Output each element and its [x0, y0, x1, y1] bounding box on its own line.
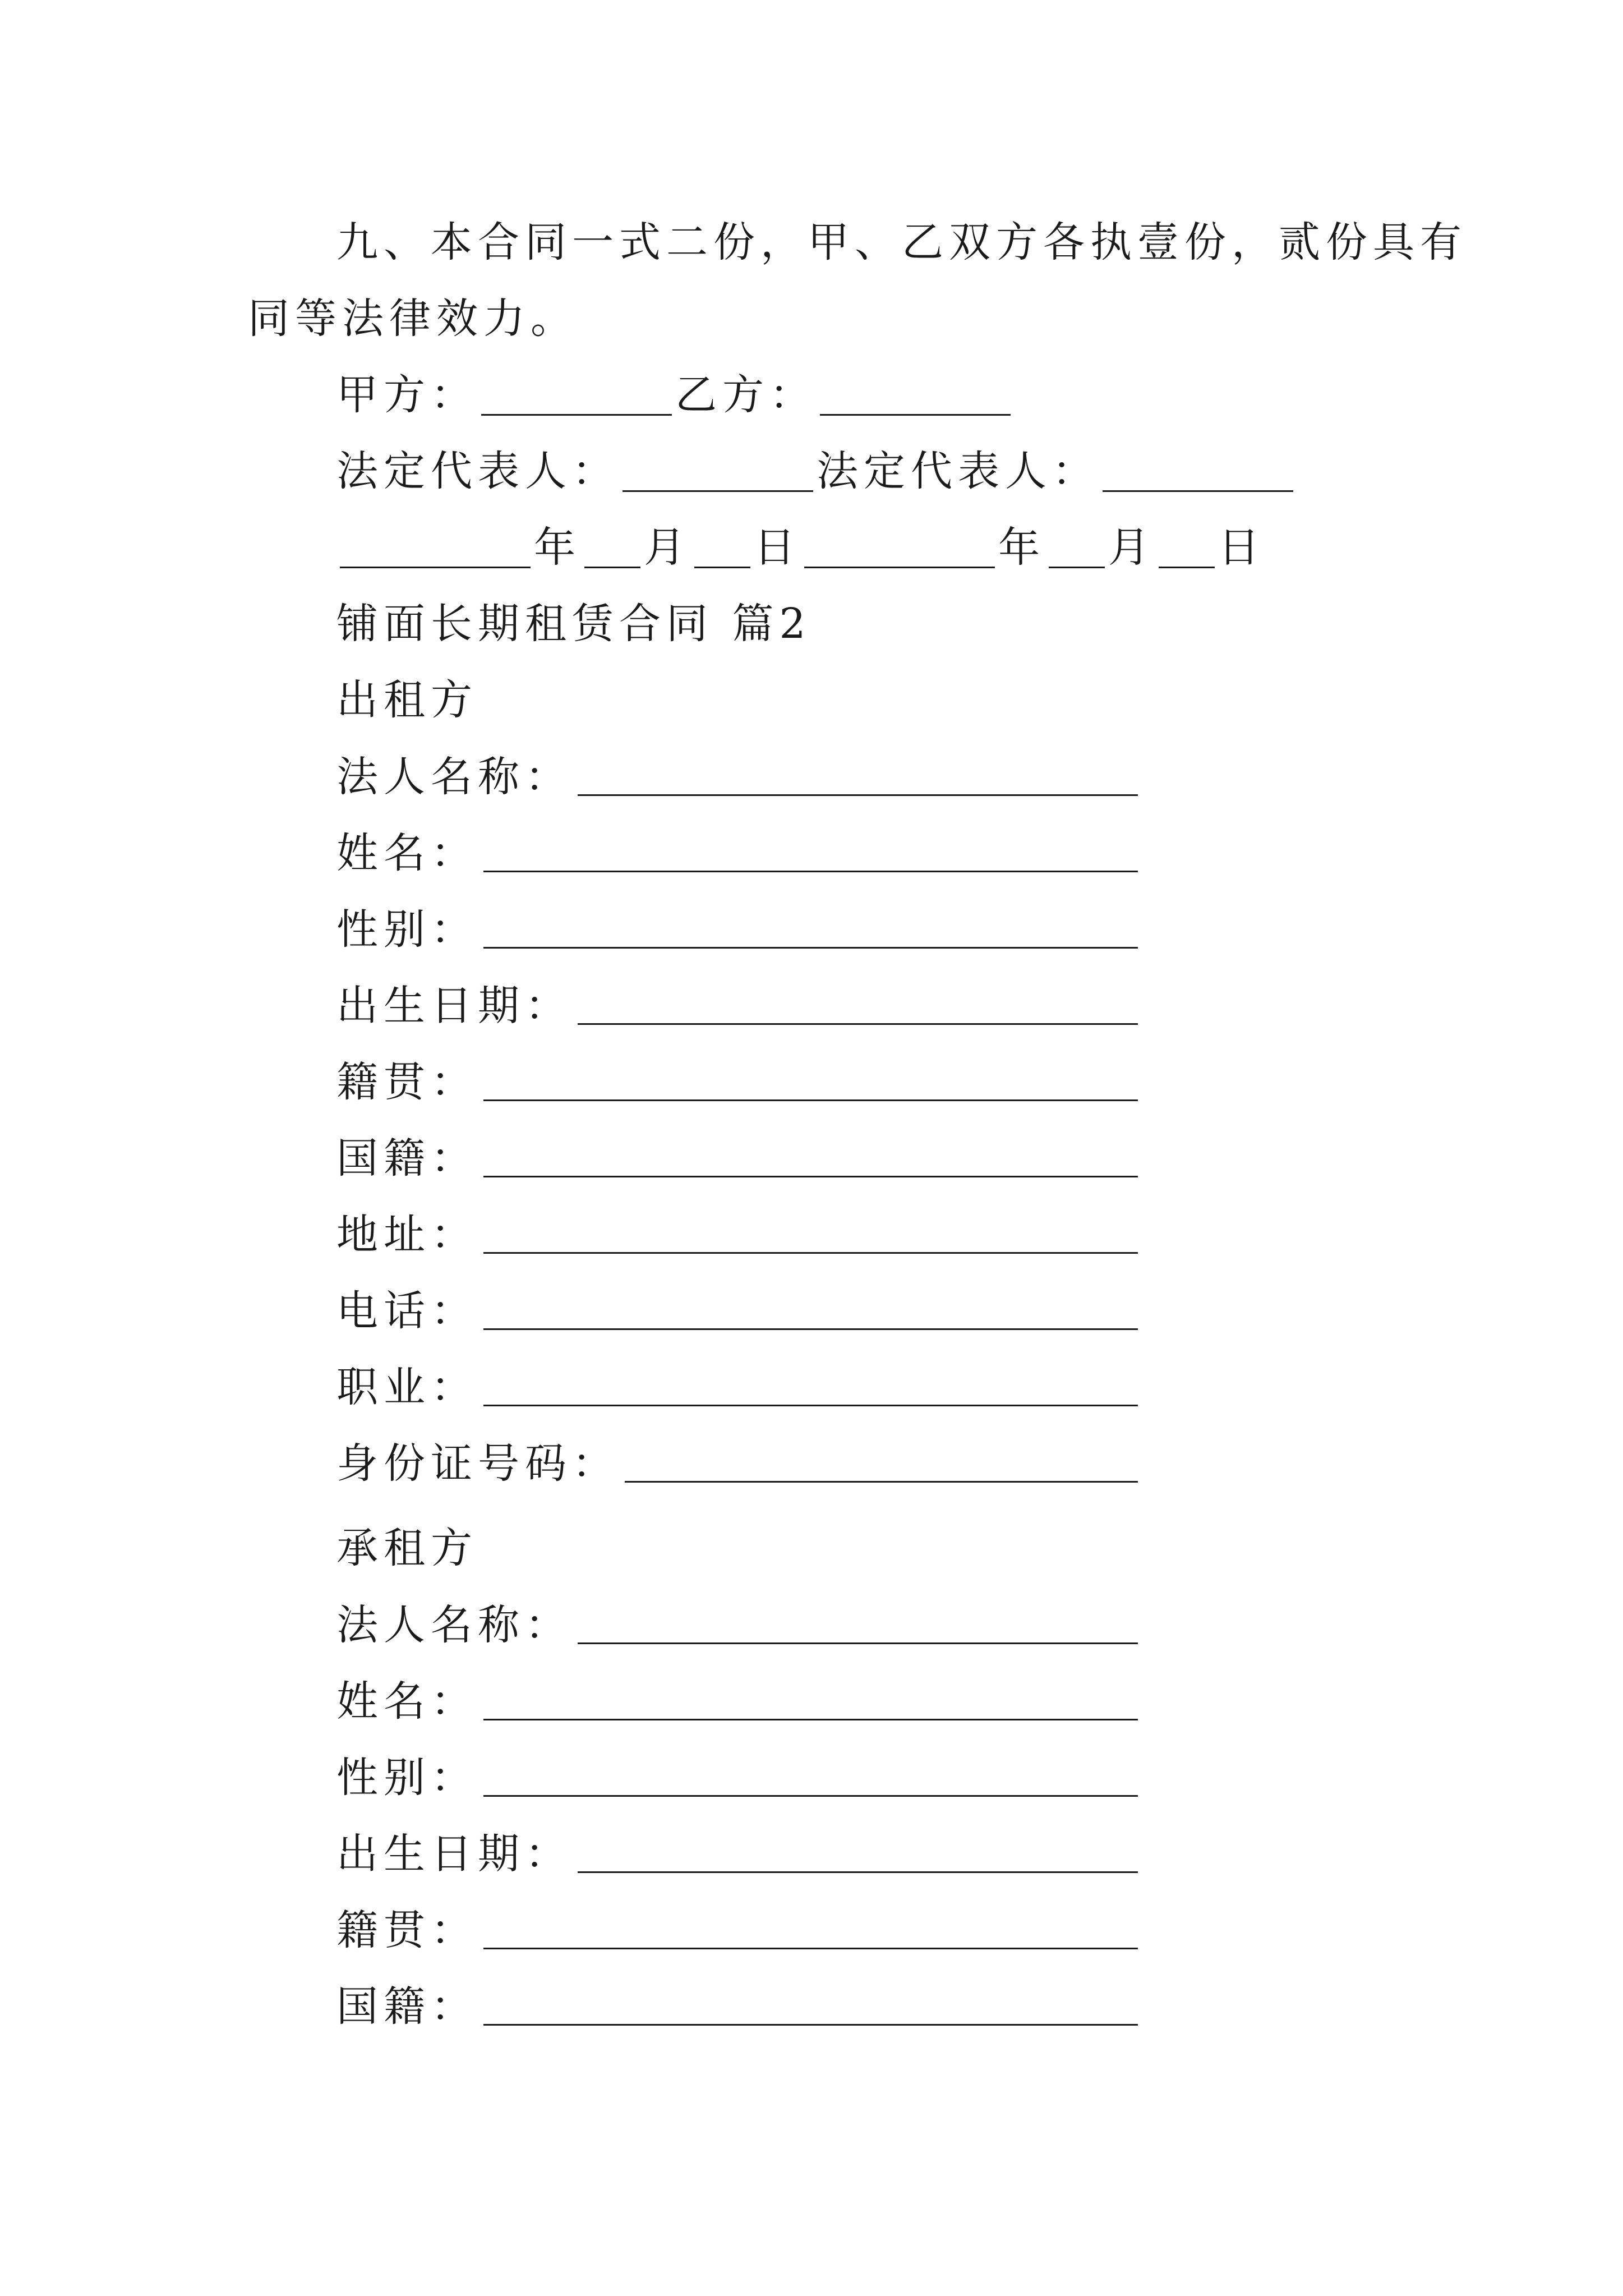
clause-nine-line1: 九、本合同一式二份，甲、乙双方各执壹份，贰份具有 — [336, 218, 1467, 266]
party-a-label: 甲方： — [336, 371, 478, 419]
rep-b-label: 法定代表人： — [817, 447, 1099, 495]
month-b-label: 月 — [1108, 523, 1155, 572]
lessor-field-blank[interactable] — [483, 1099, 1138, 1101]
lessee-heading: 承租方 — [336, 1524, 478, 1572]
lessor-field-label: 职业： — [336, 1363, 478, 1411]
rep-a-blank — [623, 453, 813, 492]
day-b-blank — [1159, 530, 1215, 568]
party-signature-row — [336, 371, 1014, 419]
year-b-label: 年 — [998, 523, 1045, 572]
lessee-field-label: 籍贯： — [336, 1906, 478, 1954]
month-a-blank — [584, 530, 640, 568]
lessee-field-blank[interactable] — [483, 1719, 1138, 1720]
lessor-field-label: 姓名： — [336, 829, 478, 877]
year-a-blank — [340, 530, 531, 568]
lessee-field-label: 国籍： — [336, 1982, 478, 2031]
rep-a-label: 法定代表人： — [336, 447, 619, 495]
date-row — [336, 523, 1265, 572]
lessor-heading: 出租方 — [336, 676, 478, 724]
lessee-field-label: 出生日期： — [336, 1830, 572, 1878]
lessee-field-label: 性别： — [336, 1754, 478, 1802]
lessor-field-label: 法人名称： — [336, 753, 572, 801]
rep-b-blank — [1103, 453, 1293, 492]
lessee-field-blank[interactable] — [483, 2024, 1138, 2026]
lessee-field-blank[interactable] — [578, 1642, 1138, 1644]
lessor-field-label: 电话： — [336, 1287, 478, 1335]
lessor-field-blank[interactable] — [625, 1481, 1138, 1483]
lessee-field-blank[interactable] — [578, 1871, 1138, 1873]
year-a-label: 年 — [534, 523, 581, 572]
lessor-field-label: 国籍： — [336, 1134, 478, 1182]
lessee-field-label: 法人名称： — [336, 1601, 572, 1649]
month-a-label: 月 — [644, 523, 691, 572]
party-b-blank — [820, 377, 1011, 416]
day-b-label: 日 — [1218, 523, 1265, 572]
lessee-field-label: 姓名： — [336, 1677, 478, 1726]
lessor-field-blank[interactable] — [578, 794, 1138, 796]
representative-row — [336, 447, 1297, 495]
lessor-field-blank[interactable] — [483, 1405, 1138, 1406]
day-a-blank — [694, 530, 750, 568]
day-a-label: 日 — [754, 523, 801, 572]
lessee-field-blank[interactable] — [483, 1795, 1138, 1797]
party-a-blank — [481, 377, 672, 416]
lessor-field-label: 出生日期： — [336, 982, 572, 1030]
lessor-field-blank[interactable] — [578, 1023, 1138, 1025]
lessor-field-blank[interactable] — [483, 1328, 1138, 1330]
clause-nine-line2: 同等法律效力。 — [248, 295, 578, 343]
lessor-field-label: 性别： — [336, 905, 478, 954]
year-b-blank — [804, 530, 995, 568]
lessee-field-blank[interactable] — [483, 1948, 1138, 1949]
party-b-label: 乙方： — [675, 371, 817, 419]
month-b-blank — [1049, 530, 1105, 568]
lessor-field-label: 籍贯： — [336, 1058, 478, 1106]
lessor-field-blank[interactable] — [483, 871, 1138, 872]
lessor-field-blank[interactable] — [483, 947, 1138, 949]
lessor-field-label: 地址： — [336, 1211, 478, 1259]
lessor-field-label: 身份证号码： — [336, 1439, 619, 1488]
lessor-field-blank[interactable] — [483, 1252, 1138, 1254]
lessor-field-blank[interactable] — [483, 1176, 1138, 1177]
section-title: 铺面长期租赁合同 篇2 — [336, 600, 811, 648]
